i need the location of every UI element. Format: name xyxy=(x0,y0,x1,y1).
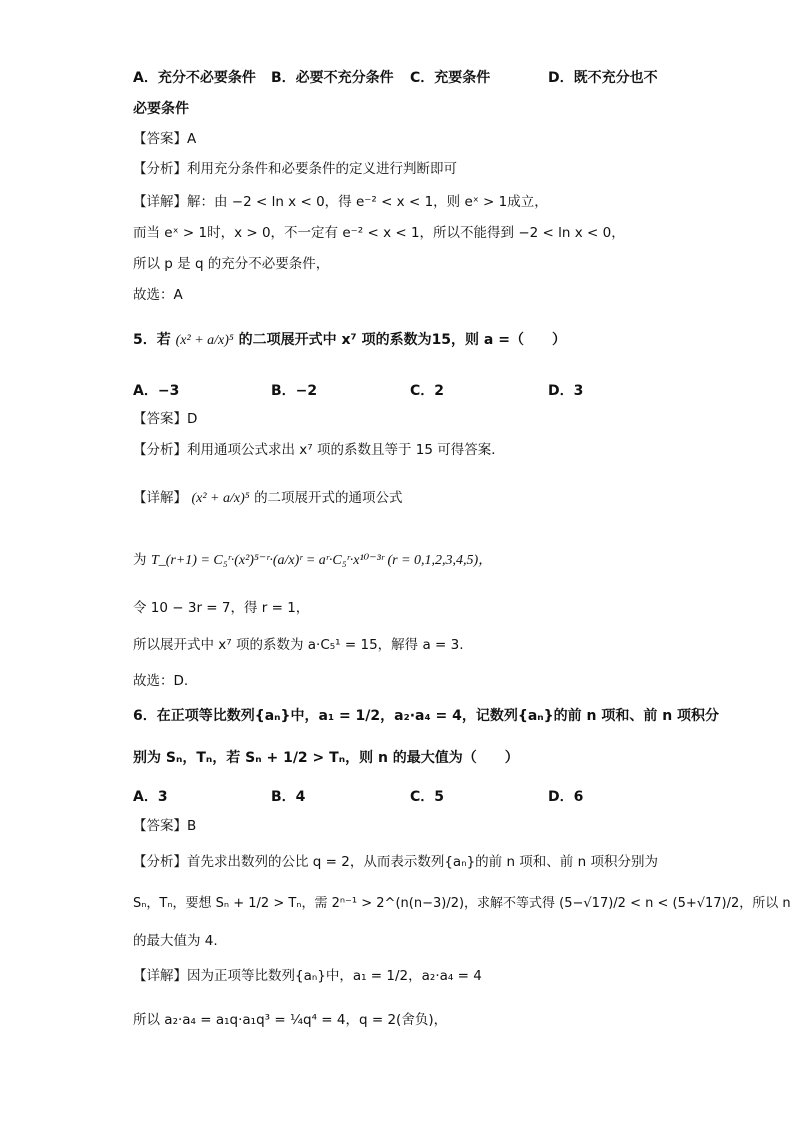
detail-text: 因为正项等比数列{aₙ}中，a₁ = 1/2，a₂·a₄ = 4 xyxy=(187,968,482,984)
q5-detail-expression: (x² + a/x)⁵ xyxy=(191,491,250,506)
analysis-text: 利用通项公式求出 x⁷ 项的系数且等于 15 可得答案． xyxy=(187,442,505,458)
answer-value: B xyxy=(187,818,197,834)
q4-option-d-continued: 必要条件 xyxy=(133,101,189,117)
general-term-formula: T_(r+1) = C₅ʳ·(x²)⁵⁻ʳ·(a/x)ʳ = aʳ·C₅ʳ·x¹⁰⁻³ʳ (r = 0,1,2,3,4,5)， xyxy=(150,553,493,568)
detail-prefix: 为 xyxy=(133,552,147,568)
q6-detail-line-1 xyxy=(133,967,482,985)
answer-tag: 【答案】 xyxy=(133,131,187,147)
q4-detail-line-1 xyxy=(133,193,548,211)
q5-detail-line-4: 所以展开式中 x⁷ 项的系数为 a·C₅¹ = 15，解得 a = 3. xyxy=(133,637,464,653)
detail-text: 解：由 −2 < ln x < 0，得 e⁻² < x < 1，则 eˣ > 1成立， xyxy=(187,194,548,210)
q4-option-d: D．既不充分也不 xyxy=(548,70,658,86)
analysis-tag: 【分析】 xyxy=(133,442,187,458)
analysis-text: 首先求出数列的公比 q = 2，从而表示数列{aₙ}的前 n 项和、前 n 项积分别为 xyxy=(187,854,658,870)
q6-analysis-line-1 xyxy=(133,853,658,871)
q4-answer xyxy=(133,130,196,148)
q6-option-c: C．5 xyxy=(410,789,445,805)
q4-option-a: A．充分不必要条件 xyxy=(133,70,256,86)
q6-option-a: A．3 xyxy=(133,789,168,805)
q5-option-b: B．−2 xyxy=(271,383,318,399)
q6-option-b: B．4 xyxy=(271,789,306,805)
answer-tag: 【答案】 xyxy=(133,411,187,427)
q6-option-d: D．6 xyxy=(548,789,584,805)
detail-tag: 【详解】 xyxy=(133,490,187,506)
q5-option-c: C．2 xyxy=(410,383,445,399)
detail-tag: 【详解】 xyxy=(133,194,187,210)
analysis-text: 利用充分条件和必要条件的定义进行判断即可 xyxy=(187,161,457,177)
q4-detail-line-2: 而当 eˣ > 1时，x > 0，不一定有 e⁻² < x < 1，所以不能得到 −2 < ln x < 0， xyxy=(133,225,625,241)
q5-stem xyxy=(133,331,566,350)
q4-option-c: C．充要条件 xyxy=(410,70,491,86)
q5-stem-prefix: 5．若 xyxy=(133,332,171,348)
q6-answer xyxy=(133,817,196,835)
q6-detail-line-2: 所以 a₂·a₄ = a₁q·a₁q³ = ¼q⁴ = 4，q = 2(舍负)， xyxy=(133,1012,448,1028)
q5-option-d: D．3 xyxy=(548,383,584,399)
q5-choose: 故选：D. xyxy=(133,673,189,689)
detail-text: 的二项展开式的通项公式 xyxy=(254,490,403,506)
q5-answer xyxy=(133,410,197,428)
q6-stem-line-1: 6．在正项等比数列{aₙ}中，a₁ = 1/2，a₂·a₄ = 4，记数列{aₙ}的前 n 项和、前 n 项积分 xyxy=(133,708,720,724)
q5-detail-line-1 xyxy=(133,489,403,508)
answer-tag: 【答案】 xyxy=(133,818,187,834)
q5-detail-line-3: 令 10 − 3r = 7，得 r = 1， xyxy=(133,600,310,616)
analysis-tag: 【分析】 xyxy=(133,161,187,177)
q6-analysis-line-3: 的最大值为 4. xyxy=(133,933,218,949)
q5-detail-line-2 xyxy=(133,551,492,570)
q5-analysis xyxy=(133,441,505,459)
q4-option-b: B．必要不充分条件 xyxy=(271,70,394,86)
detail-tag: 【详解】 xyxy=(133,968,187,984)
answer-value: A xyxy=(187,131,197,147)
q4-analysis xyxy=(133,160,457,178)
q6-stem-line-2: 别为 Sₙ，Tₙ，若 Sₙ + 1/2 > Tₙ，则 n 的最大值为（ ） xyxy=(133,750,519,766)
q5-stem-expression: (x² + a/x)⁵ xyxy=(175,333,234,348)
q4-detail-line-3: 所以 p 是 q 的充分不必要条件， xyxy=(133,256,330,272)
analysis-tag: 【分析】 xyxy=(133,854,187,870)
q6-analysis-line-2: Sₙ，Tₙ，要想 Sₙ + 1/2 > Tₙ，需 2ⁿ⁻¹ > 2^(n(n−3)/2)，求解不等式得 (5−√17)/2 < n < (5+√17)/2，所以 n xyxy=(133,896,791,911)
q4-choose: 故选：A xyxy=(133,287,183,303)
q5-option-a: A．−3 xyxy=(133,383,180,399)
answer-value: D xyxy=(187,411,198,427)
q5-stem-suffix: 的二项展开式中 x⁷ 项的系数为15，则 a =（ ） xyxy=(238,332,566,348)
